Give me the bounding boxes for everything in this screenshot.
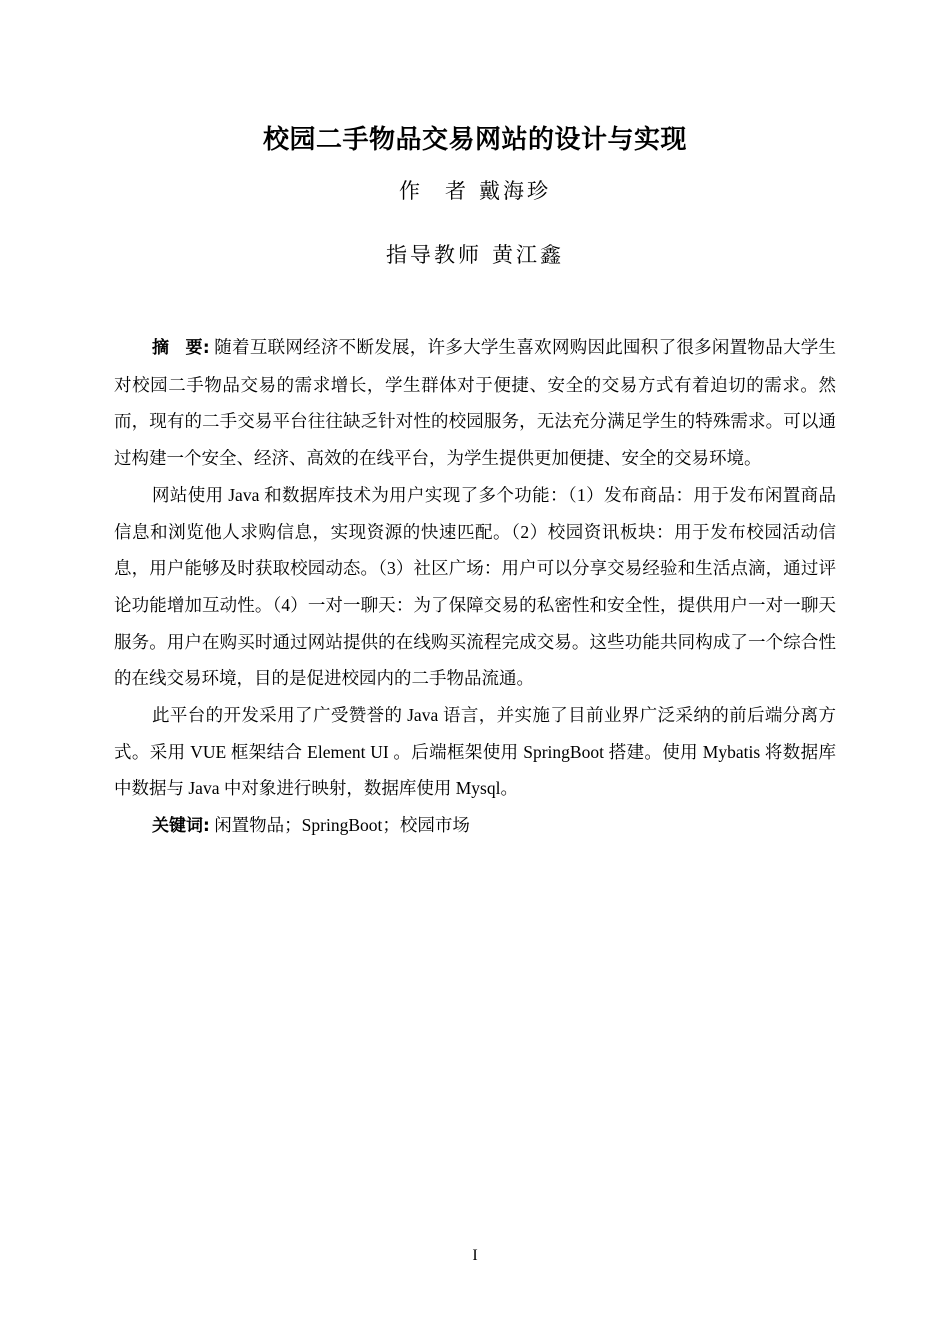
keywords-text: 闲置物品；SpringBoot；校园市场 (209, 815, 470, 836)
keywords-label-colon: : (203, 816, 210, 837)
keywords-label-text: 关键词 (152, 816, 203, 837)
abstract-label (152, 338, 210, 358)
abstract-label-part2: 要 (185, 338, 203, 358)
author-name: 戴海珍 (479, 179, 551, 203)
page-number: I (472, 1247, 478, 1264)
author-label-part1: 作 (399, 179, 423, 203)
advisor-name: 黄江鑫 (492, 243, 564, 267)
author-line (0, 176, 950, 206)
author-label-part2: 者 (445, 179, 469, 203)
abstract-section (114, 329, 836, 845)
paper-title: 校园二手物品交易网站的设计与实现 (262, 125, 687, 155)
advisor-label: 指导教师 (386, 243, 482, 267)
abstract-paragraph-3: 此平台的开发采用了广受赞誉的 Java 语言，并实施了目前业界广泛采纳的前后端分离方式。采用 VUE 框架结合 Element UI 。后端框架使用 SpringBoot 搭建。使用 Mybatis 将数据库中数据与 Java 中对象进行映射，数据库使用 Mysql。 (114, 705, 836, 799)
abstract-label-colon: : (202, 338, 210, 358)
abstract-label-part1: 摘 (152, 338, 170, 358)
keywords-label (152, 816, 210, 836)
abstract-paragraph-1-text: 随着互联网经济不断发展，许多大学生喜欢网购因此囤积了很多闲置物品大学生对校园二手物品交易的需求增长，学生群体对于便捷、安全的交易方式有着迫切的需求。然而，现有的二手交易平台往往缺乏针对性的校园服务，无法充分满足学生的特殊需求。可以通过构建一个安全、经济、高效的在线平台，为学生提供更加便捷、安全的交易环境。 (114, 337, 837, 469)
advisor-line (0, 240, 950, 270)
abstract-paragraph-2: 网站使用 Java 和数据库技术为用户实现了多个功能：（1）发布商品：用于发布闲置商品信息和浏览他人求购信息，实现资源的快速匹配。（2）校园资讯板块：用于发布校园活动信息，用户能够及时获取校园动态。（3）社区广场：用户可以分享交易经验和生活点滴，通过评论功能增加互动性。（4）一对一聊天：为了保障交易的私密性和安全性，提供用户一对一聊天服务。用户在购买时通过网站提供的在线购买流程完成交易。这些功能共同构成了一个综合性的在线交易环境，目的是促进校园内的二手物品流通。 (114, 484, 836, 689)
keywords-line (114, 807, 836, 845)
abstract-paragraph-1 (114, 329, 836, 477)
